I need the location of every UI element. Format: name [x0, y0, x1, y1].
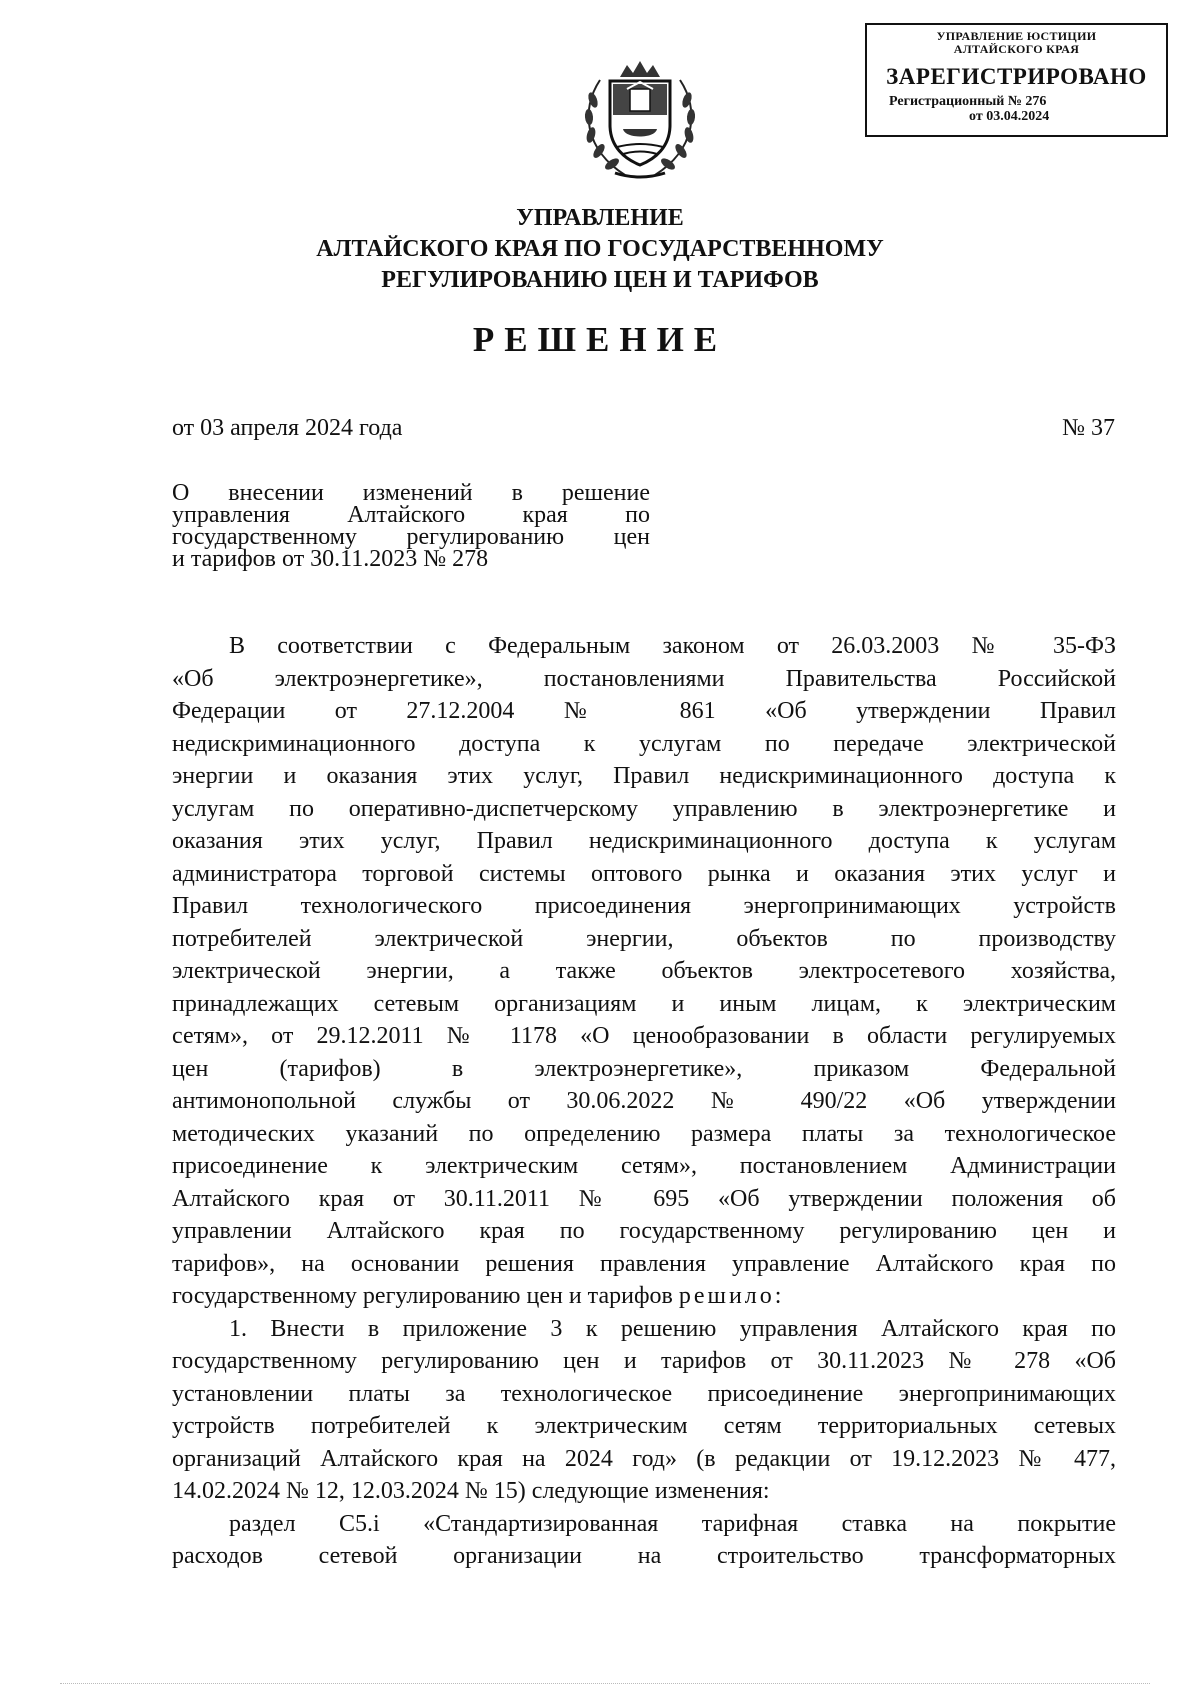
subject-line: и тарифов от 30.11.2023 № 278: [172, 546, 489, 572]
decision-body: [172, 630, 1116, 1573]
header-line: УПРАВЛЕНИЕ: [516, 205, 684, 231]
subject-line: управления Алтайского края по: [172, 502, 650, 528]
body-line: потребителей электрической энергии, объектов по производству: [172, 925, 1116, 952]
stamp-authority-line1: УПРАВЛЕНИЕ ЮСТИЦИИ: [936, 29, 1097, 43]
item-1-line: организаций Алтайского края на 2024 год» (в редакции от 19.12.2023 № 477,: [172, 1445, 1116, 1472]
decision-date: от 03 апреля 2024 года: [172, 415, 403, 441]
body-line: энергии и оказания этих услуг, Правил недискриминационного доступа к: [172, 763, 1116, 789]
scan-edge-line: [60, 1683, 1150, 1685]
section-line: раздел C5.i «Стандартизированная тарифная ставка на покрытие: [229, 1510, 1116, 1537]
stamp-authority-line2: АЛТАЙСКОГО КРАЯ: [953, 42, 1080, 56]
body-line: присоединение к электрическим сетям», постановлением Администрации: [172, 1153, 1116, 1179]
body-line: Алтайского края от 30.11.2011 № 695 «Об утверждении положения об: [172, 1185, 1116, 1212]
body-line-final: [172, 1280, 1116, 1313]
body-line: «Об электроэнергетике», постановлениями Правительства Российской: [172, 665, 1116, 692]
section-line: расходов сетевой организации на строительство трансформаторных: [172, 1543, 1116, 1569]
header-line: РЕГУЛИРОВАНИЮ ЦЕН И ТАРИФОВ: [381, 267, 819, 293]
body-line: методических указаний по определению размера платы за технологическое: [172, 1120, 1116, 1147]
body-final-colon: :: [774, 1283, 782, 1309]
body-line: цен (тарифов) в электроэнергетике», приказом Федеральной: [172, 1055, 1116, 1082]
item-1-line: 1. Внести в приложение 3 к решению управления Алтайского края по: [229, 1315, 1116, 1342]
body-line: оказания этих услуг, Правил недискриминационного доступа к услугам: [172, 828, 1116, 854]
stamp-status: ЗАРЕГИСТРИРОВАНО: [886, 64, 1147, 89]
item-1-line: устройств потребителей к электрическим сетям территориальных сетевых: [172, 1413, 1116, 1439]
body-final-text: государственному регулированию цен и тарифов: [172, 1283, 679, 1309]
subject-line: государственному регулированию цен: [172, 524, 650, 550]
body-line: антимонопольной службы от 30.06.2022 № 490/22 «Об утверждении: [172, 1088, 1116, 1114]
item-1-line: установлении платы за технологическое присоединение энергопринимающих: [172, 1380, 1116, 1407]
decided-word: решило: [678, 1283, 775, 1309]
subject-line: О внесении изменений в решение: [172, 480, 650, 506]
body-line: Федерации от 27.12.2004 № 861 «Об утверждении Правил: [172, 698, 1116, 724]
stamp-reg-date: от 03.04.2024: [969, 109, 1050, 124]
body-line: В соответствии с Федеральным законом от 26.03.2003 № 35-ФЗ: [229, 633, 1116, 659]
decision-subject: [172, 482, 650, 570]
body-line: недискриминационного доступа к услугам по передаче электрической: [172, 730, 1116, 757]
body-line: администратора торговой системы оптового рынка и оказания этих услуг и: [172, 860, 1116, 887]
decision-number: № 37: [1062, 415, 1115, 441]
body-line: принадлежащих сетевым организациям и иным лицам, к электрическим: [172, 990, 1116, 1017]
document-title: РЕШЕНИЕ: [472, 320, 728, 359]
body-line: управлении Алтайского края по государственному регулированию цен и: [172, 1218, 1116, 1244]
date-line: [172, 412, 1115, 444]
item-1-line: государственному регулированию цен и тарифов от 30.11.2023 № 278 «Об: [172, 1348, 1116, 1374]
body-line: тарифов», на основании решения правления управление Алтайского края по: [172, 1250, 1116, 1277]
coat-of-arms-icon: [575, 55, 705, 185]
item-1-line: 14.02.2024 № 12, 12.03.2024 № 15) следующие изменения:: [172, 1478, 770, 1504]
registration-stamp: [865, 23, 1168, 137]
authority-header: [200, 203, 1000, 296]
body-line: сетям», от 29.12.2011 № 1178 «О ценообразовании в области регулируемых: [172, 1023, 1116, 1049]
stamp-reg-number: Регистрационный № 276: [889, 94, 1047, 109]
body-line: Правил технологического присоединения энергопринимающих устройств: [172, 893, 1116, 919]
body-line: электрической энергии, а также объектов электросетевого хозяйства,: [172, 958, 1116, 984]
body-line: услугам по оперативно-диспетчерскому управлению в электроэнергетике и: [172, 795, 1116, 822]
header-line: АЛТАЙСКОГО КРАЯ ПО ГОСУДАРСТВЕННОМУ: [316, 236, 884, 262]
